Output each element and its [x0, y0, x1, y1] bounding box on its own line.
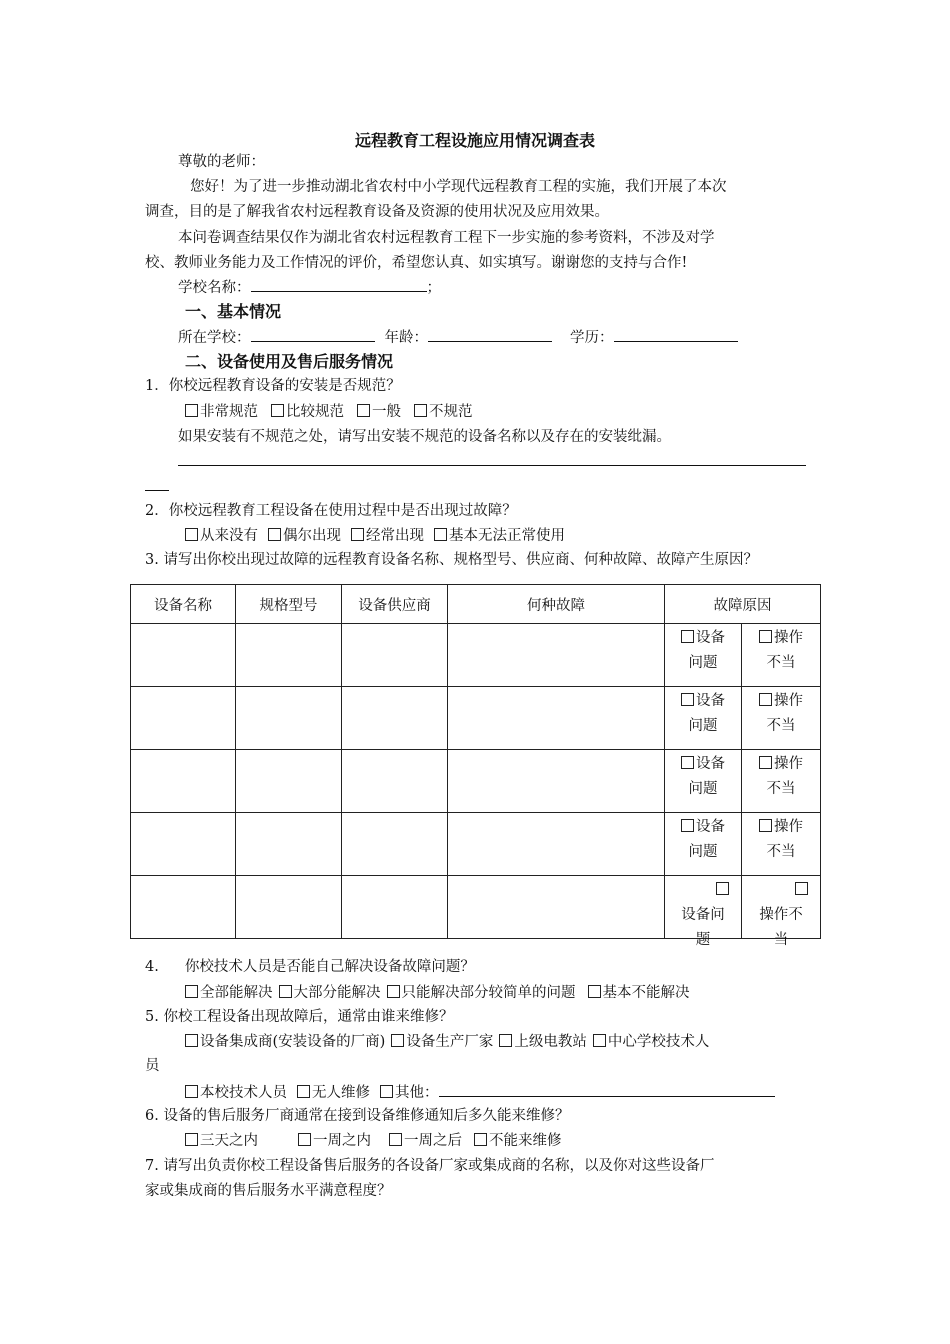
header-model: 规格型号 — [236, 585, 342, 624]
q1-answer-line-wrap[interactable] — [145, 490, 169, 491]
cell-input[interactable] — [236, 624, 342, 687]
q6-option[interactable]: 不能来维修 — [474, 1133, 562, 1149]
cell-input[interactable] — [131, 750, 236, 813]
header-fault-cause: 故障原因 — [665, 585, 821, 624]
cell-input[interactable] — [236, 750, 342, 813]
header-fault-type: 何种故障 — [448, 585, 665, 624]
cell-input[interactable] — [448, 813, 665, 876]
school-name-field[interactable] — [251, 277, 427, 292]
checkbox-icon[interactable] — [185, 1133, 198, 1146]
checkbox-icon[interactable] — [271, 404, 284, 417]
q4-row — [145, 957, 475, 977]
education-label: 学历： — [570, 330, 614, 346]
cause-device-cell[interactable]: 设备 问题 — [665, 687, 742, 750]
school-name-row — [178, 277, 441, 298]
intro-line-2: 调查，目的是了解我省农村远程教育设备及资源的使用状况及应用效果。 — [145, 204, 609, 220]
cell-input[interactable] — [342, 624, 448, 687]
cause-operation-cell[interactable]: 操作 不当 — [742, 813, 821, 876]
checkbox-icon[interactable] — [185, 1034, 198, 1047]
page-title: 远程教育工程设施应用情况调查表 — [354, 131, 595, 150]
cell-input[interactable] — [448, 750, 665, 813]
table-row — [131, 813, 821, 876]
greeting: 尊敬的老师： — [178, 154, 265, 170]
checkbox-icon[interactable] — [185, 404, 198, 417]
section2-heading: 二、设备使用及售后服务情况 — [185, 352, 394, 371]
q1-text: 1．你校远程教育设备的安装是否规范？ — [145, 378, 401, 394]
checkbox-icon[interactable] — [759, 693, 772, 706]
basic-info-row — [178, 327, 738, 348]
q5-option[interactable]: 中心学校技术人 — [593, 1034, 710, 1050]
cause-device-cell[interactable]: 设备 问题 — [665, 750, 742, 813]
checkbox-icon[interactable] — [351, 528, 364, 541]
cause-operation-cell[interactable]: 操作 不当 — [742, 687, 821, 750]
cause-device-cell[interactable]: 设备问 题 — [665, 876, 742, 939]
intro-line-3: 本问卷调查结果仅作为湖北省农村远程教育工程下一步实施的参考资料，不涉及对学 — [178, 230, 715, 246]
q2-option[interactable]: 经常出现 — [351, 528, 424, 544]
q1-options — [185, 402, 486, 422]
q1-option[interactable]: 不规范 — [414, 404, 473, 420]
intro-line-1: 您好！为了进一步推动湖北省农村中小学现代远程教育工程的实施，我们开展了本次 — [190, 179, 727, 195]
cell-input[interactable] — [131, 687, 236, 750]
checkbox-icon[interactable] — [387, 985, 400, 998]
age-field[interactable] — [428, 327, 552, 342]
q5-options-2 — [185, 1082, 775, 1103]
cell-input[interactable] — [342, 813, 448, 876]
checkbox-icon[interactable] — [268, 528, 281, 541]
checkbox-icon[interactable] — [434, 528, 447, 541]
header-supplier: 设备供应商 — [342, 585, 448, 624]
school-name-label: 学校名称： — [178, 280, 251, 296]
checkbox-icon[interactable] — [474, 1133, 487, 1146]
q2-option[interactable]: 从来没有 — [185, 528, 258, 544]
checkbox-icon[interactable] — [391, 1034, 404, 1047]
cell-input[interactable] — [448, 687, 665, 750]
cause-device-cell[interactable]: 设备 问题 — [665, 624, 742, 687]
q6-text: 6. 设备的售后服务厂商通常在接到设备维修通知后多久能来维修？ — [145, 1108, 570, 1124]
fault-table — [130, 584, 821, 948]
q7-line-1: 7. 请写出负责你校工程设备售后服务的各设备厂家或集成商的名称，以及你对这些设备厂 — [145, 1158, 715, 1174]
checkbox-icon[interactable] — [681, 756, 694, 769]
table-row — [131, 876, 821, 939]
school-label: 所在学校： — [178, 330, 251, 346]
cell-input[interactable] — [131, 813, 236, 876]
checkbox-icon[interactable] — [185, 528, 198, 541]
school-name-suffix: ； — [426, 280, 441, 296]
checkbox-icon[interactable] — [389, 1133, 402, 1146]
q6-options — [185, 1131, 575, 1151]
header-device-name: 设备名称 — [131, 585, 236, 624]
cell-input[interactable] — [131, 624, 236, 687]
q1-followup: 如果安装有不规范之处，请写出安装不规范的设备名称以及存在的安装纰漏。 — [178, 429, 671, 445]
q4-option[interactable]: 大部分能解决 — [279, 985, 381, 1001]
cell-input[interactable] — [448, 624, 665, 687]
q5-option[interactable]: 上级电教站 — [499, 1034, 587, 1050]
q7-line-2: 家或集成商的售后服务水平满意程度？ — [145, 1183, 392, 1199]
checkbox-icon[interactable] — [185, 985, 198, 998]
q3-text: 3. 请写出你校出现过故障的远程教育设备名称、规格型号、供应商、何种故障、故障产生原因？ — [145, 552, 758, 568]
checkbox-icon[interactable] — [716, 882, 729, 895]
q4-number: 4. — [145, 959, 159, 975]
checkbox-icon[interactable] — [759, 819, 772, 832]
q4-options — [185, 983, 703, 1003]
cell-input[interactable] — [131, 876, 236, 939]
q2-option[interactable]: 偶尔出现 — [268, 528, 341, 544]
q5-wrap: 员 — [145, 1058, 160, 1074]
cause-operation-cell[interactable]: 操作 不当 — [742, 624, 821, 687]
q2-text: 2．你校远程教育工程设备在使用过程中是否出现过故障？ — [145, 503, 517, 519]
q5-option[interactable]: 本校技术人员 — [185, 1085, 287, 1101]
cell-input[interactable] — [342, 876, 448, 939]
cause-operation-cell[interactable]: 操作不 当 — [742, 876, 821, 939]
cell-input[interactable] — [342, 687, 448, 750]
q4-text: 你校技术人员是否能自己解决设备故障问题？ — [184, 959, 475, 975]
other-field[interactable] — [439, 1082, 775, 1097]
q1-option[interactable]: 比较规范 — [271, 404, 344, 420]
checkbox-icon[interactable] — [499, 1034, 512, 1047]
cause-device-cell[interactable]: 设备 问题 — [665, 813, 742, 876]
checkbox-icon[interactable] — [298, 1133, 311, 1146]
cause-operation-cell[interactable]: 操作 不当 — [742, 750, 821, 813]
q1-option[interactable]: 一般 — [357, 404, 401, 420]
intro-line-4: 校、教师业务能力及工作情况的评价，希望您认真、如实填写。谢谢您的支持与合作! — [145, 255, 688, 271]
checkbox-icon[interactable] — [681, 630, 694, 643]
checkbox-icon[interactable] — [588, 985, 601, 998]
q5-option-other[interactable]: 其他： — [380, 1085, 775, 1101]
q4-option[interactable]: 基本不能解决 — [588, 985, 690, 1001]
checkbox-icon[interactable] — [357, 404, 370, 417]
checkbox-icon[interactable] — [380, 1085, 393, 1098]
q5-text: 5. 你校工程设备出现故障后，通常由谁来维修？ — [145, 1009, 454, 1025]
school-field[interactable] — [251, 327, 375, 342]
q6-option[interactable]: 三天之内 — [185, 1133, 258, 1149]
cell-input[interactable] — [342, 750, 448, 813]
q6-option[interactable]: 一周之后 — [389, 1133, 462, 1149]
q2-options — [185, 526, 578, 546]
cell-input[interactable] — [236, 813, 342, 876]
checkbox-icon[interactable] — [759, 630, 772, 643]
q5-option[interactable]: 无人维修 — [297, 1085, 370, 1101]
q6-option[interactable]: 一周之内 — [298, 1133, 371, 1149]
checkbox-icon[interactable] — [414, 404, 427, 417]
checkbox-icon[interactable] — [759, 756, 772, 769]
q5-option[interactable]: 设备生产厂家 — [391, 1034, 493, 1050]
checkbox-icon[interactable] — [795, 882, 808, 895]
checkbox-icon[interactable] — [185, 1085, 198, 1098]
q4-option[interactable]: 只能解决部分较简单的问题 — [387, 985, 576, 1001]
checkbox-icon[interactable] — [681, 693, 694, 706]
q5-options-1 — [185, 1032, 709, 1052]
q1-answer-line[interactable] — [178, 465, 806, 466]
checkbox-icon[interactable] — [279, 985, 292, 998]
table-row — [131, 750, 821, 813]
table-header-row — [131, 585, 821, 624]
checkbox-icon[interactable] — [593, 1034, 606, 1047]
checkbox-icon[interactable] — [297, 1085, 310, 1098]
q2-option[interactable]: 基本无法正常使用 — [434, 528, 565, 544]
cell-input[interactable] — [236, 687, 342, 750]
age-label: 年龄： — [384, 330, 428, 346]
table-row — [131, 687, 821, 750]
education-field[interactable] — [614, 327, 738, 342]
q4-option[interactable]: 全部能解决 — [185, 985, 273, 1001]
checkbox-icon[interactable] — [681, 819, 694, 832]
section1-heading: 一、基本情况 — [185, 302, 282, 321]
table-row — [131, 624, 821, 687]
cell-input[interactable] — [448, 876, 665, 939]
q5-option[interactable]: 设备集成商(安装设备的厂商) — [185, 1034, 385, 1050]
q1-option[interactable]: 非常规范 — [185, 404, 258, 420]
cell-input[interactable] — [236, 876, 342, 939]
